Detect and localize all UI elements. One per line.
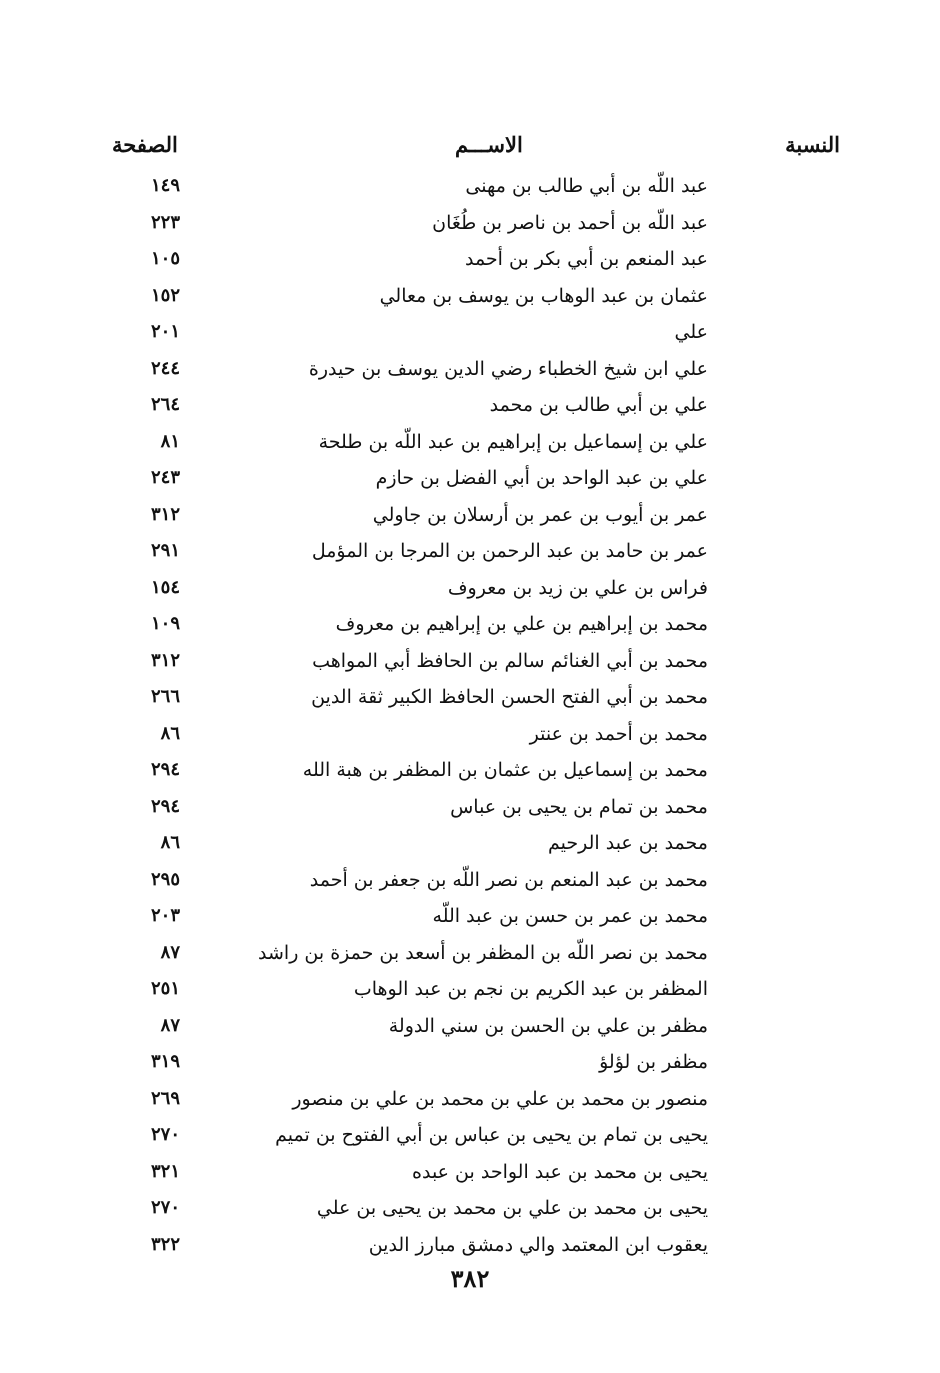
index-entry bbox=[0, 1009, 940, 1046]
entry-page: ٨٦ bbox=[160, 832, 180, 853]
index-entry bbox=[0, 680, 940, 717]
entry-name: محمد بن إسماعيل بن عثمان بن المظفر بن هبة الله bbox=[302, 759, 708, 781]
entry-name: محمد بن أبي الغنائم سالم بن الحافظ أبي المواهب bbox=[312, 649, 708, 672]
entry-page: ١٠٥ bbox=[150, 248, 180, 269]
index-entry bbox=[0, 899, 940, 936]
index-entry bbox=[0, 571, 940, 608]
entry-page: ٣١٢ bbox=[150, 649, 180, 671]
entry-name: محمد بن عبد المنعم بن نصر اللّه بن جعفر بن أحمد bbox=[309, 868, 708, 891]
entry-name: عبد اللّه بن أبي طالب بن مهنى bbox=[465, 175, 708, 197]
entry-name: منصور بن محمد بن علي بن محمد بن علي بن منصور bbox=[292, 1087, 708, 1110]
index-entry bbox=[0, 242, 940, 279]
entry-page: ٢٠١ bbox=[150, 321, 180, 342]
entry-page: ٢٦٤ bbox=[150, 394, 180, 415]
index-entry bbox=[0, 753, 940, 790]
entry-page: ١٥٢ bbox=[150, 284, 180, 306]
entry-name: يعقوب ابن المعتمد والي دمشق مبارز الدين bbox=[368, 1233, 708, 1256]
index-entry bbox=[0, 352, 940, 389]
entry-page: ٢٥١ bbox=[150, 978, 180, 999]
entry-page: ٣٢٢ bbox=[150, 1233, 180, 1255]
entry-name: عمر بن أيوب بن عمر بن أرسلان بن جاولي bbox=[372, 503, 708, 526]
entry-page: ١٤٩ bbox=[150, 175, 180, 196]
entry-name: عثمان بن عبد الوهاب بن يوسف بن معالي bbox=[379, 284, 708, 307]
index-entry bbox=[0, 972, 940, 1009]
index-entry bbox=[0, 1228, 940, 1265]
entry-page: ٢٩٥ bbox=[150, 868, 180, 890]
entry-page: ٢٩٤ bbox=[150, 795, 180, 817]
index-entry bbox=[0, 534, 940, 571]
entry-name: عبد المنعم بن أبي بكر بن أحمد bbox=[464, 248, 708, 270]
index-entry bbox=[0, 1082, 940, 1119]
entry-page: ٨٧ bbox=[160, 1014, 180, 1036]
index-entry bbox=[0, 644, 940, 681]
page-number: ٣٨٢ bbox=[450, 1264, 490, 1293]
column-header-nisba: النسبة bbox=[785, 132, 840, 157]
entry-page: ٢٤٣ bbox=[150, 467, 180, 488]
index-entry bbox=[0, 1191, 940, 1228]
index-entry bbox=[0, 1045, 940, 1082]
entry-name: مظفر بن علي بن الحسن بن سني الدولة bbox=[388, 1014, 708, 1037]
entry-name: علي bbox=[674, 321, 708, 343]
entry-name: يحيى بن محمد بن عبد الواحد بن عبده bbox=[412, 1160, 708, 1183]
entry-page: ٣٢١ bbox=[150, 1160, 180, 1182]
entry-name: عبد اللّه بن أحمد بن ناصر بن طُغَان bbox=[432, 211, 708, 234]
entry-name: مظفر بن لؤلؤ bbox=[599, 1051, 708, 1073]
entry-page: ٣١٢ bbox=[150, 503, 180, 525]
entry-page: ٣١٩ bbox=[150, 1051, 180, 1072]
entry-name: يحيى بن محمد بن علي بن محمد بن يحيى بن علي bbox=[316, 1197, 708, 1219]
entry-page: ٢٤٤ bbox=[150, 357, 180, 379]
column-header-page: الصفحة bbox=[112, 132, 178, 157]
index-entries bbox=[0, 169, 940, 1264]
entry-name: علي بن عبد الواحد بن أبي الفضل بن حازم bbox=[375, 467, 708, 489]
index-entry bbox=[0, 863, 940, 900]
column-header-name: الاســـم bbox=[455, 132, 523, 157]
entry-page: ٢٧٠ bbox=[150, 1124, 180, 1145]
entry-name: محمد بن نصر اللّه بن المظفر بن أسعد بن حمزة بن راشد bbox=[258, 941, 708, 964]
entry-page: ٨٦ bbox=[160, 722, 180, 744]
entry-name: عمر بن حامد بن عبد الرحمن بن المرجا بن المؤمل bbox=[311, 540, 708, 562]
index-entry bbox=[0, 169, 940, 206]
entry-name: فراس بن علي بن زيد بن معروف bbox=[447, 576, 708, 599]
entry-page: ٢٧٠ bbox=[150, 1197, 180, 1218]
entry-page: ٨٧ bbox=[160, 941, 180, 963]
index-entry bbox=[0, 790, 940, 827]
entry-name: علي بن أبي طالب بن محمد bbox=[489, 394, 708, 416]
entry-name: المظفر بن عبد الكريم بن نجم بن عبد الوهاب bbox=[353, 978, 708, 1000]
index-entry bbox=[0, 279, 940, 316]
entry-name: محمد بن إبراهيم بن علي بن إبراهيم بن معروف bbox=[335, 613, 708, 635]
entry-name: علي بن إسماعيل بن إبراهيم بن عبد اللّه بن طلحة bbox=[318, 430, 708, 453]
index-entry bbox=[0, 206, 940, 243]
entry-page: ٢٩٤ bbox=[150, 759, 180, 780]
index-entry bbox=[0, 388, 940, 425]
entry-page: ٢٦٦ bbox=[150, 686, 180, 707]
entry-page: ٢٢٣ bbox=[150, 211, 180, 233]
index-entry bbox=[0, 607, 940, 644]
index-entry bbox=[0, 315, 940, 352]
index-entry bbox=[0, 826, 940, 863]
entry-name: علي ابن شيخ الخطباء رضي الدين يوسف بن حيدرة bbox=[308, 357, 708, 380]
entry-name: محمد بن أبي الفتح الحسن الحافظ الكبير ثقة الدين bbox=[311, 686, 708, 708]
index-entry bbox=[0, 1155, 940, 1192]
entry-name: محمد بن أحمد بن عنتر bbox=[529, 722, 708, 745]
index-entry bbox=[0, 936, 940, 973]
entry-page: ٢٩١ bbox=[150, 540, 180, 561]
entry-name: محمد بن عمر بن حسن بن عبد اللّه bbox=[432, 905, 708, 927]
index-entry bbox=[0, 717, 940, 754]
index-entry bbox=[0, 425, 940, 462]
entry-page: ١٥٤ bbox=[150, 576, 180, 598]
entry-name: محمد بن عبد الرحيم bbox=[548, 832, 708, 854]
entry-name: يحيى بن تمام بن يحيى بن عباس بن أبي الفتوح بن تميم bbox=[275, 1124, 708, 1146]
entry-page: ٨١ bbox=[160, 430, 180, 452]
entry-page: ١٠٩ bbox=[150, 613, 180, 634]
index-entry bbox=[0, 461, 940, 498]
entry-name: محمد بن تمام بن يحيى بن عباس bbox=[450, 795, 708, 818]
index-entry bbox=[0, 1118, 940, 1155]
entry-page: ٢٦٩ bbox=[150, 1087, 180, 1109]
entry-page: ٢٠٣ bbox=[150, 905, 180, 926]
index-entry bbox=[0, 498, 940, 535]
